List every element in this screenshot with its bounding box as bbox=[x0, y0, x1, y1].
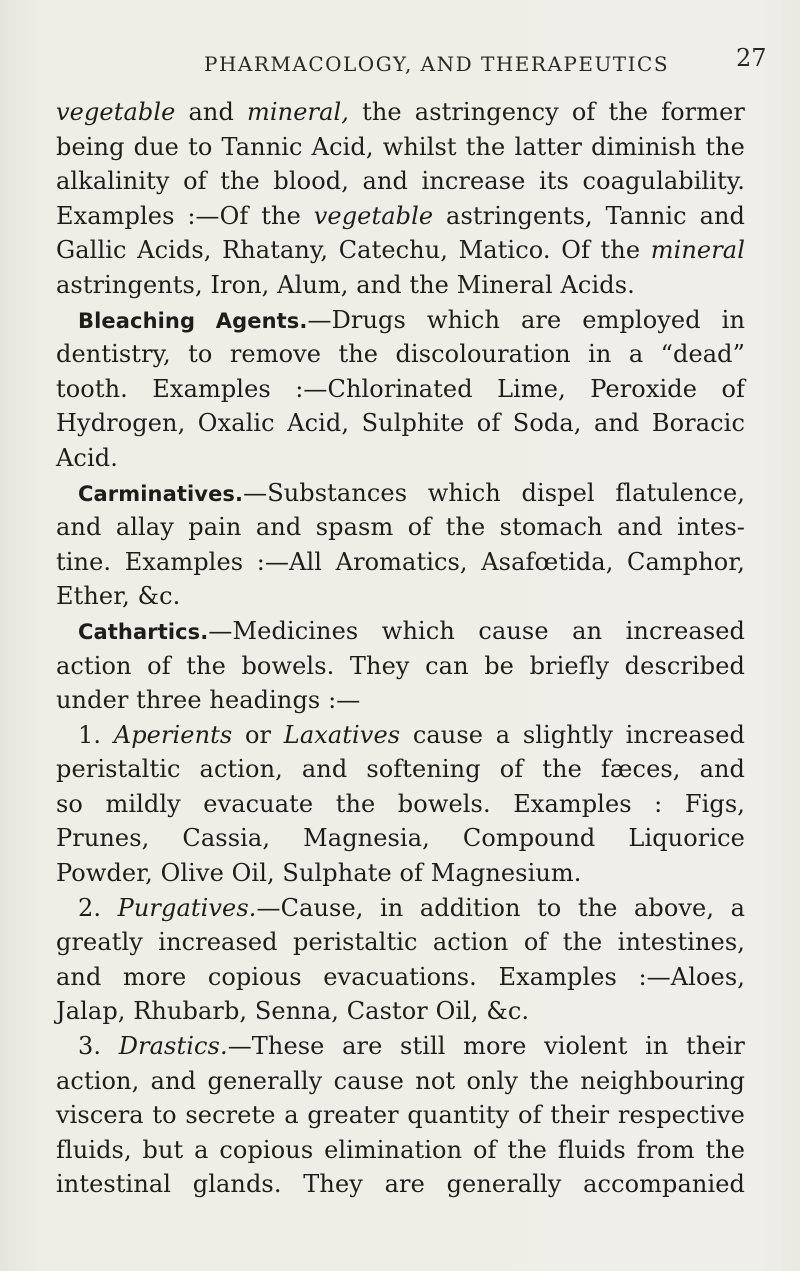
text-line bbox=[56, 960, 745, 995]
text-line bbox=[56, 1029, 745, 1064]
text-segment: and allay pain and spasm of the stomach and intes- bbox=[56, 513, 745, 542]
text-segment: 1. bbox=[78, 720, 114, 749]
text-segment: dentistry, to remove the discolouration in a “dead” bbox=[56, 340, 745, 369]
italic-term: mineral, bbox=[247, 98, 350, 126]
text-line bbox=[56, 856, 745, 891]
text-segment: 2. bbox=[78, 893, 118, 922]
text-segment: —Substances which dispel flatulence, bbox=[243, 478, 745, 507]
section-heading: Cathartics. bbox=[78, 619, 209, 644]
text-line bbox=[56, 510, 745, 545]
text-line bbox=[56, 891, 745, 926]
text-segment: —Cause, in addition to the above, a bbox=[256, 893, 746, 922]
text-segment: tooth. Examples :—Chlorinated Lime, Peroxide of bbox=[56, 374, 745, 403]
text-line bbox=[56, 683, 745, 718]
italic-term: Purgatives. bbox=[117, 893, 257, 922]
italic-term: Laxatives bbox=[283, 720, 401, 749]
text-line bbox=[56, 95, 745, 130]
text-segment: fluids, but a copious elimination of the fluids from the bbox=[56, 1135, 745, 1164]
text-line bbox=[56, 994, 745, 1029]
text-segment: cause a slightly increased bbox=[400, 720, 745, 749]
text-segment: Prunes, Cassia, Magnesia, Compound Liquorice bbox=[56, 824, 745, 853]
text-line bbox=[56, 1167, 745, 1202]
text-line bbox=[56, 545, 745, 580]
text-segment: —Medicines which cause an increased bbox=[208, 616, 745, 645]
text-line bbox=[56, 130, 745, 165]
text-segment: action of the bowels. They can be briefly described bbox=[56, 651, 745, 680]
text-segment: greatly increased peristaltic action of the intestines, bbox=[56, 928, 745, 957]
text-segment: peristaltic action, and softening of the fæces, and bbox=[56, 755, 745, 784]
body-text bbox=[56, 95, 745, 1202]
text-segment: Powder, Olive Oil, Sulphate of Magnesium. bbox=[56, 859, 582, 888]
text-segment: Gallic Acids, Rhatany, Catechu, Matico. Of the bbox=[56, 236, 651, 265]
text-line bbox=[56, 821, 745, 856]
text-segment: and more copious evacuations. Examples :—Aloes, bbox=[56, 962, 745, 991]
page-number: 27 bbox=[736, 44, 767, 72]
text-line bbox=[56, 925, 745, 960]
text-segment: alkalinity of the blood, and increase its coagulability. bbox=[56, 167, 745, 196]
italic-term: Aperients bbox=[113, 720, 233, 749]
text-line bbox=[56, 164, 745, 199]
text-line bbox=[56, 441, 745, 476]
text-line bbox=[56, 752, 745, 787]
text-line bbox=[56, 718, 745, 753]
text-line bbox=[56, 1098, 745, 1133]
text-segment: intestinal glands. They are generally accompanied bbox=[56, 1170, 745, 1199]
text-line bbox=[56, 476, 745, 511]
italic-term: Drastics. bbox=[118, 1032, 228, 1061]
text-segment: being due to Tannic Acid, whilst the latter diminish the bbox=[56, 132, 745, 161]
text-segment: under three headings :— bbox=[56, 686, 361, 715]
text-segment: and bbox=[175, 98, 248, 126]
text-line bbox=[56, 372, 745, 407]
text-segment: Jalap, Rhubarb, Senna, Castor Oil, &c. bbox=[56, 997, 530, 1026]
text-line bbox=[56, 579, 745, 614]
text-segment: the astringency of the former bbox=[349, 98, 745, 126]
text-segment: —Drugs which are employed in bbox=[307, 305, 746, 334]
text-line bbox=[56, 233, 745, 268]
text-line bbox=[56, 649, 745, 684]
text-segment: —These are still more violent in their bbox=[227, 1032, 745, 1061]
section-heading: Carminatives. bbox=[78, 481, 244, 506]
text-line bbox=[56, 787, 745, 822]
italic-term: mineral bbox=[650, 236, 745, 265]
text-segment: 3. bbox=[78, 1032, 119, 1061]
text-segment: tine. Examples :—All Aromatics, Asafœtida, Camphor, bbox=[56, 547, 745, 576]
running-head: PHARMACOLOGY, AND THERAPEUTICS bbox=[204, 52, 670, 76]
text-segment: Hydrogen, Oxalic Acid, Sulphite of Soda, and Boracic bbox=[56, 409, 745, 438]
italic-term: vegetable bbox=[56, 98, 176, 126]
text-segment: astringents, Tannic and bbox=[433, 201, 745, 230]
text-segment: viscera to secrete a greater quantity of their respective bbox=[56, 1101, 745, 1130]
text-segment: Ether, &c. bbox=[56, 582, 181, 611]
text-segment: action, and generally cause not only the neighbouring bbox=[56, 1066, 745, 1095]
italic-term: vegetable bbox=[313, 201, 434, 230]
text-line bbox=[56, 1064, 745, 1099]
section-heading: Bleaching Agents. bbox=[78, 308, 308, 333]
text-line bbox=[56, 199, 745, 234]
text-segment: or bbox=[232, 720, 284, 749]
text-segment: so mildly evacuate the bowels. Examples : Figs, bbox=[56, 789, 745, 818]
text-line bbox=[56, 614, 745, 649]
text-line bbox=[56, 303, 745, 338]
text-line bbox=[56, 337, 745, 372]
text-line bbox=[56, 406, 745, 441]
text-segment: Acid. bbox=[56, 443, 118, 472]
text-segment: Examples :—Of the bbox=[56, 201, 314, 230]
text-line bbox=[56, 268, 745, 303]
text-line bbox=[56, 1133, 745, 1168]
text-segment: astringents, Iron, Alum, and the Mineral Acids. bbox=[56, 270, 635, 299]
